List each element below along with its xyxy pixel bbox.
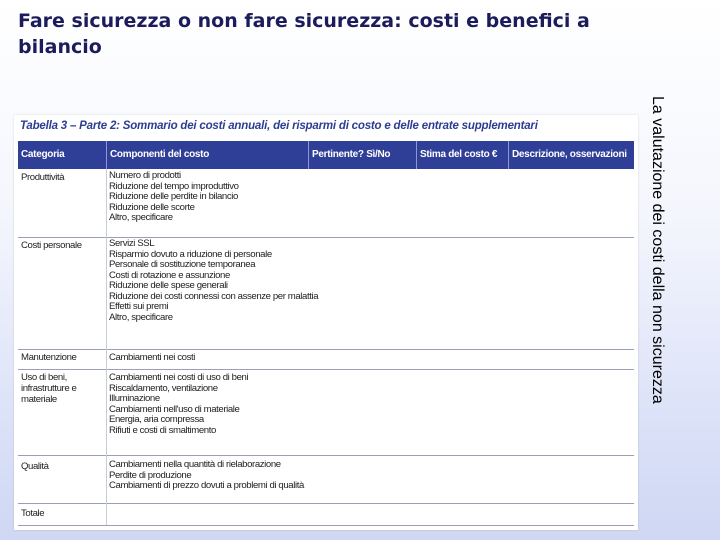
category-cell: Produttività [21, 172, 65, 183]
components-cell: Servizi SSL Risparmio dovuto a riduzione di personale Personale di sostituzione temporanea Costi di rotazione e assunzione Riduzione delle spese generali Riduzione dei costi connessi con assenze per malattia Effetti sui premi Altro, specificare [109, 238, 319, 323]
header-categoria: Categoria [21, 149, 65, 160]
side-caption: La valutazione dei costi della non sicurezza [649, 96, 666, 404]
table-row-totale [18, 503, 634, 526]
table-title: Tabella 3 – Parte 2: Sommario dei costi annuali, dei risparmi di costo e delle entrate supplementari [20, 120, 538, 132]
category-cell: Qualità [21, 461, 49, 472]
table-row-costi-personale [18, 237, 634, 350]
header-stima: Stima del costo € [416, 141, 506, 169]
category-cell: Costi personale [21, 240, 82, 251]
header-pertinente: Pertinente? Sì/No [308, 141, 412, 169]
table-row-qualita [18, 455, 634, 504]
category-cell: Manutenzione [21, 352, 77, 363]
table-row-uso-di-beni [18, 369, 634, 456]
components-cell: Cambiamenti nella quantità di rielaborazione Perdite di produzione Cambiamenti di prezzo dovuti a problemi di qualità [109, 459, 304, 491]
slide-title: Fare sicurezza o non fare sicurezza: costi e benefici a bilancio [18, 10, 590, 58]
category-cell: Uso di beni, infrastrutture e materiale [21, 372, 77, 405]
table-row-produttivita [18, 169, 634, 238]
components-cell: Cambiamenti nei costi [109, 352, 195, 363]
table-header-row [18, 141, 634, 169]
category-cell: Totale [21, 508, 45, 519]
document-image [14, 115, 638, 530]
header-componenti: Componenti del costo [106, 141, 310, 169]
table-row-manutenzione [18, 349, 634, 370]
header-descrizione: Descrizione, osservazioni [508, 141, 636, 169]
components-cell: Numero di prodotti Riduzione del tempo improduttivo Riduzione delle perdite in bilancio Riduzione delle scorte Altro, specificare [109, 170, 239, 223]
components-cell: Cambiamenti nei costi di uso di beni Riscaldamento, ventilazione Illuminazione Cambiamenti nell'uso di materiale Energia, aria compressa Rifiuti e costi di smaltimento [109, 372, 249, 436]
